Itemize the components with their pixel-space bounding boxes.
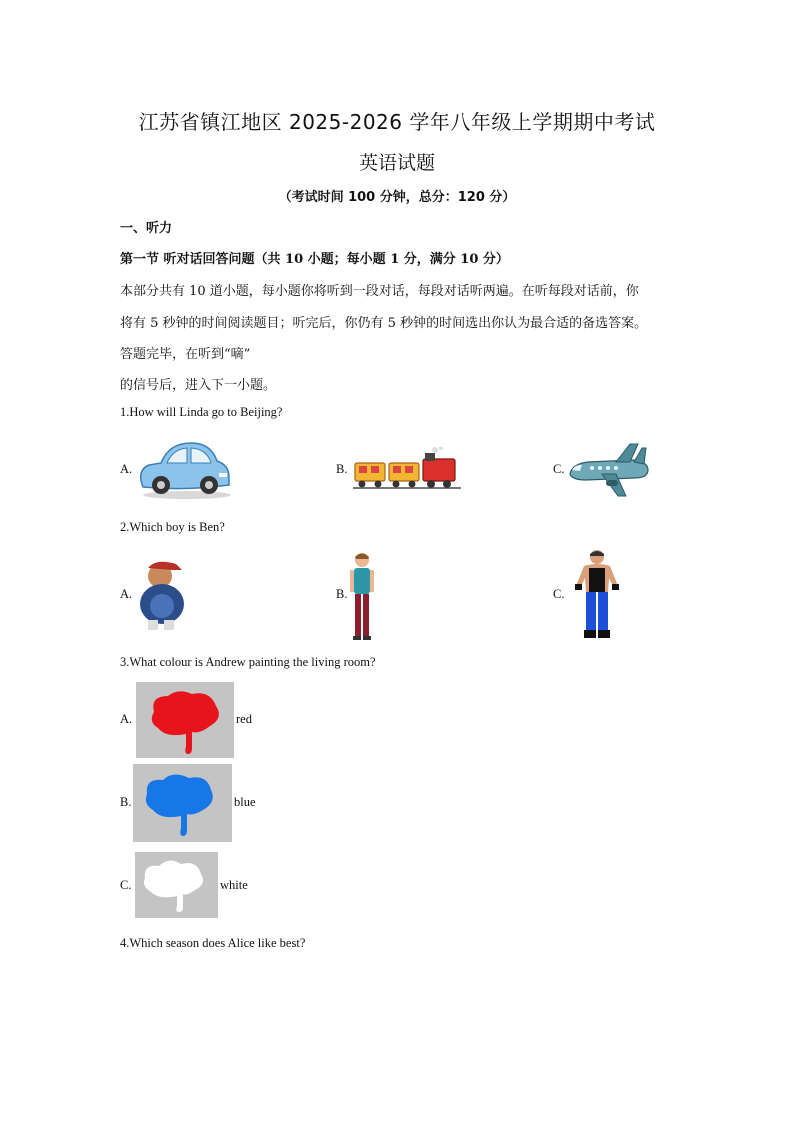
exam-info: （考试时间 100 分钟，总分：120 分）	[278, 190, 516, 205]
instruction-line: 将有 5 秒钟的时间阅读题目；听完后，你仍有 5 秒钟的时间选出你认为最合适的备选答案。	[120, 316, 648, 331]
question-4: 4.Which season does Alice like best?	[120, 936, 306, 950]
option-label: A.	[120, 462, 133, 476]
slim-boy-icon	[346, 550, 378, 642]
red-paint-image	[136, 682, 234, 758]
option-label: B.	[336, 462, 348, 476]
question-1: 1.How will Linda go to Beijing?	[120, 405, 283, 419]
option-label: C.	[553, 587, 565, 601]
white-paint-image	[135, 852, 218, 918]
option-label: C.	[120, 878, 132, 892]
muscular-man-icon	[572, 548, 622, 642]
option-word: blue	[234, 795, 256, 809]
option-label: C.	[553, 462, 565, 476]
exam-subtitle: 英语试题	[358, 152, 435, 174]
option-label: A.	[120, 587, 133, 601]
train-icon	[353, 447, 461, 491]
airplane-icon	[568, 440, 650, 500]
section-heading: 一、听力	[120, 221, 173, 236]
paint-splash-icon	[136, 682, 234, 758]
blue-paint-image	[133, 764, 232, 842]
paint-splash-icon	[133, 764, 232, 842]
instruction-line: 答题完毕，在听到“嘀”	[120, 347, 251, 362]
instruction-line: 本部分共有 10 道小题，每小题你将听到一段对话，每段对话听两遍。在听每段对话前，你	[120, 284, 639, 299]
car-icon	[135, 437, 233, 501]
option-label: B.	[120, 795, 132, 809]
question-3: 3.What colour is Andrew painting the living room?	[120, 655, 376, 669]
question-2: 2.Which boy is Ben?	[120, 520, 225, 534]
option-word: red	[236, 712, 252, 726]
option-label: B.	[336, 587, 348, 601]
fat-boy-icon	[136, 558, 188, 634]
instruction-line: 的信号后，进入下一小题。	[120, 378, 277, 393]
part-title: 第一节 听对话回答问题（共 10 小题；每小题 1 分，满分 10 分）	[120, 252, 509, 267]
paint-splash-icon	[135, 852, 218, 918]
exam-title: 江苏省镇江地区 2025-2026 学年八年级上学期期中考试	[138, 110, 656, 134]
option-word: white	[220, 878, 248, 892]
option-label: A.	[120, 712, 133, 726]
